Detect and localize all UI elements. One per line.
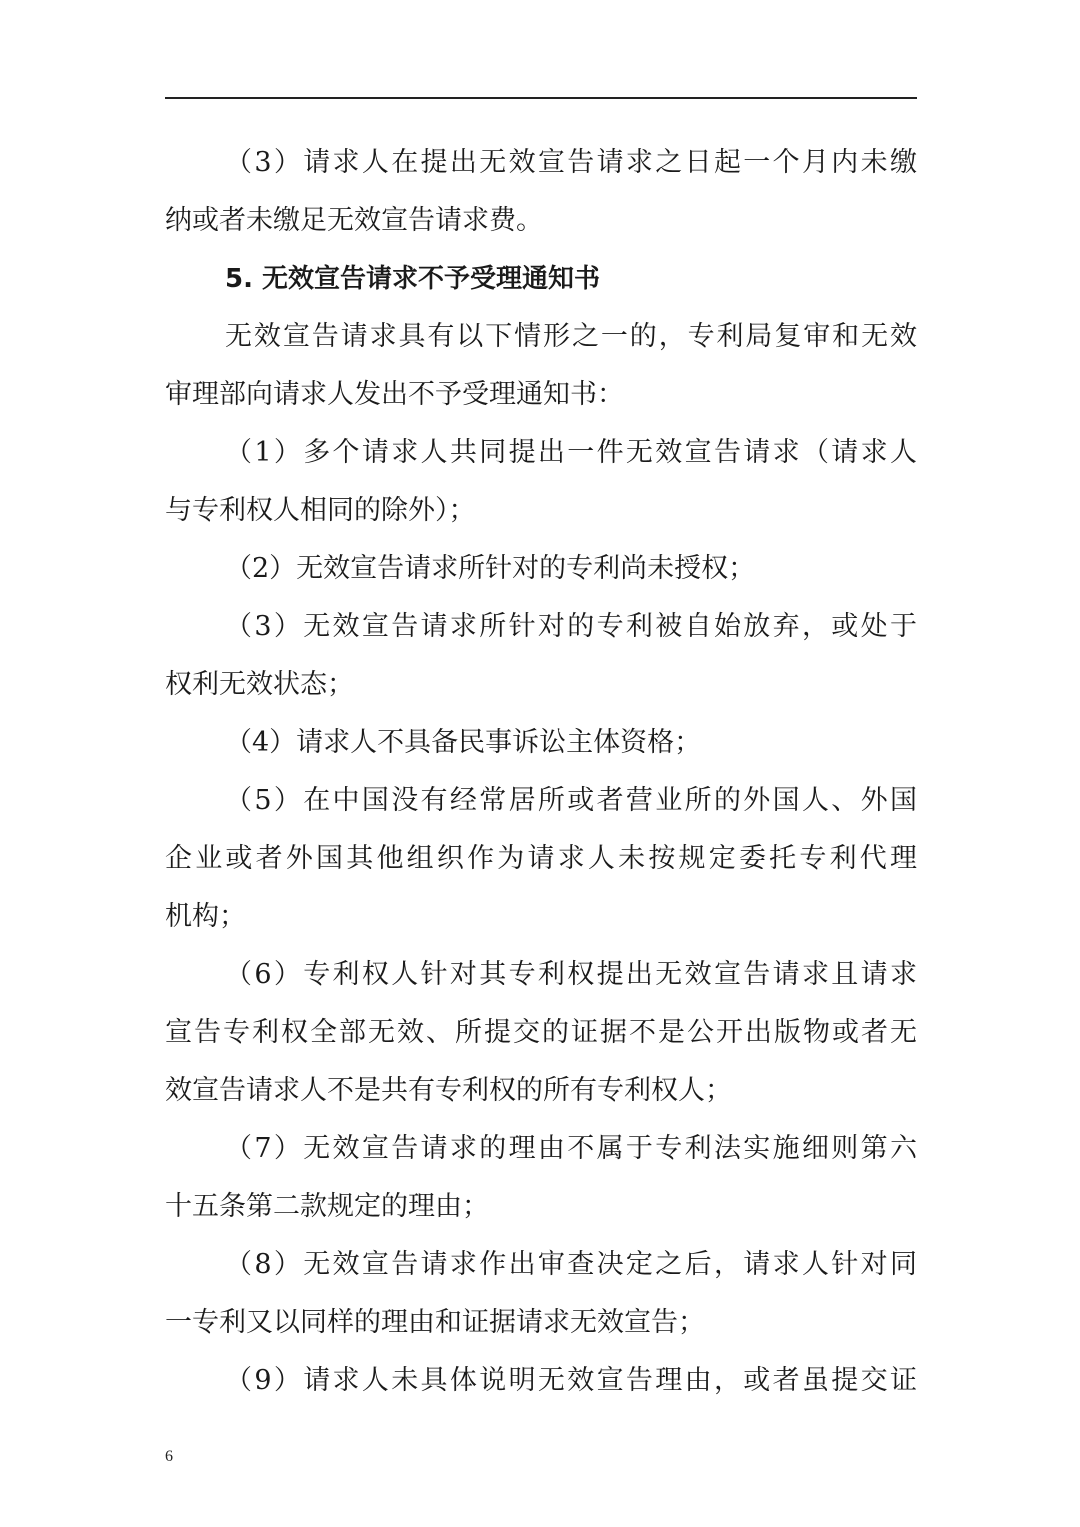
text-line: 权利无效状态； <box>165 669 354 700</box>
text-line: （3）无效宣告请求所针对的专利被自始放弃，或处于 <box>225 611 917 642</box>
text-line: 无效宣告请求具有以下情形之一的，专利局复审和无效 <box>225 321 917 352</box>
text-line: （7）无效宣告请求的理由不属于专利法实施细则第六 <box>225 1133 917 1164</box>
text-line: 宣告专利权全部无效、所提交的证据不是公开出版物或者无 <box>165 1017 917 1048</box>
text-line: 企业或者外国其他组织作为请求人未按规定委托专利代理 <box>165 843 917 874</box>
document-body <box>165 134 917 1410</box>
text-line: 效宣告请求人不是共有专利权的所有专利权人； <box>165 1075 732 1106</box>
text-line: 一专利又以同样的理由和证据请求无效宣告； <box>165 1307 705 1338</box>
text-line: （3）请求人在提出无效宣告请求之日起一个月内未缴 <box>225 147 917 178</box>
text-line: （5）在中国没有经常居所或者营业所的外国人、外国 <box>225 785 917 816</box>
text-line: 与专利权人相同的除外）； <box>165 495 476 526</box>
page-number: 6 <box>165 1448 173 1465</box>
text-line: （4）请求人不具备民事诉讼主体资格； <box>225 727 702 758</box>
section-heading: 5. 无效宣告请求不予受理通知书 <box>225 264 601 294</box>
text-line: 十五条第二款规定的理由； <box>165 1191 489 1222</box>
text-line: （2）无效宣告请求所针对的专利尚未授权； <box>225 553 756 584</box>
header-rule <box>165 97 917 99</box>
text-line: （8）无效宣告请求作出审查决定之后，请求人针对同 <box>225 1249 917 1280</box>
text-line: （6）专利权人针对其专利权提出无效宣告请求且请求 <box>225 959 917 990</box>
text-line: 审理部向请求人发出不予受理通知书： <box>165 379 624 410</box>
text-line: 机构； <box>165 901 246 932</box>
text-line: 纳或者未缴足无效宣告请求费。 <box>165 205 543 236</box>
text-line: （1）多个请求人共同提出一件无效宣告请求（请求人 <box>225 437 917 468</box>
text-line: （9）请求人未具体说明无效宣告理由，或者虽提交证 <box>225 1365 917 1396</box>
